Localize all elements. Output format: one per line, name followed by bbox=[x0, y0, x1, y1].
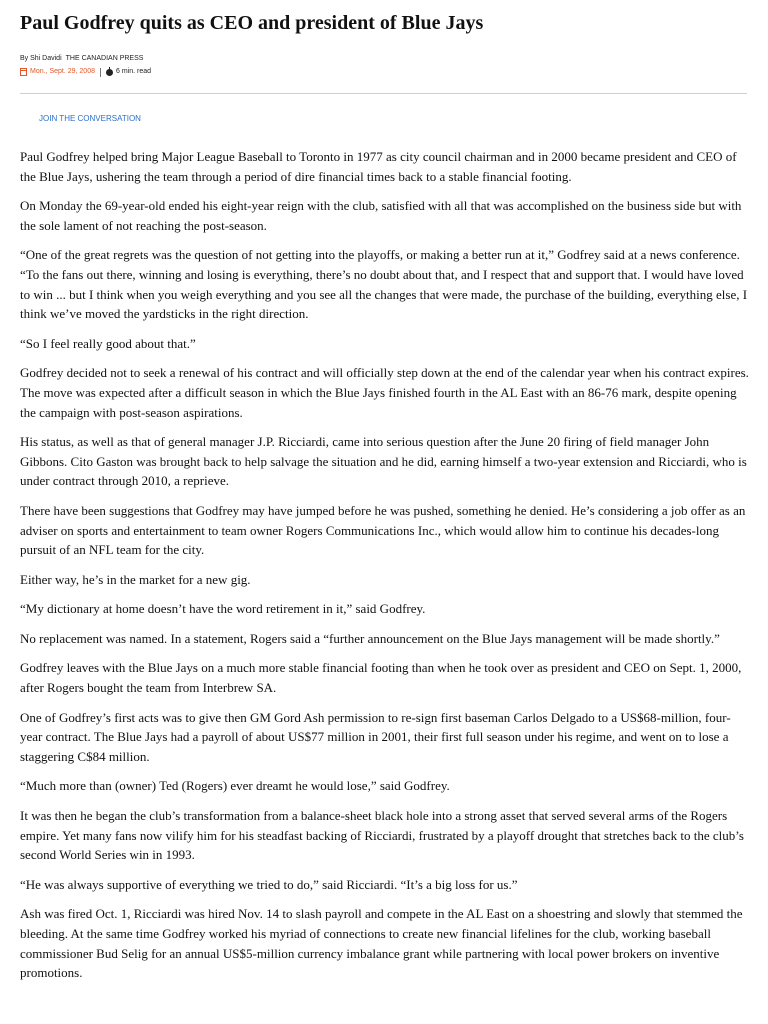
read-time: 6 min. read bbox=[116, 68, 152, 75]
header-divider bbox=[20, 93, 747, 94]
article-meta bbox=[20, 66, 151, 78]
join-conversation-link[interactable]: JOIN THE CONVERSATION bbox=[39, 114, 141, 123]
publish-date: Mon., Sept. 29, 2008 bbox=[30, 68, 95, 75]
article-body bbox=[20, 147, 750, 993]
author-name[interactable]: By Shi Davidi bbox=[20, 55, 62, 62]
article-paragraph: “Much more than (owner) Ted (Rogers) ever dreamt he would lose,” said Godfrey. bbox=[20, 778, 450, 794]
byline bbox=[20, 54, 143, 64]
article-paragraph: Either way, he’s in the market for a new gig. bbox=[20, 571, 251, 587]
calendar-icon bbox=[20, 68, 27, 76]
article-paragraph: One of Godfrey’s first acts was to give then GM Gord Ash permission to re-sign first baseman Carlos Delgado to a US$68-million, four-year contract. The Blue Jays had a payroll of about US$77 million in 2001, their first full season under his regime, and went on to lose a staggering C$84 million. bbox=[20, 709, 731, 764]
article-paragraph: Paul Godfrey helped bring Major League Baseball to Toronto in 1977 as city council chairman and in 2000 became president and CEO of the Blue Jays, ushering the team through a period of dire financial times back to a stable financial footing. bbox=[20, 149, 737, 184]
article-paragraph: Godfrey leaves with the Blue Jays on a much more stable financial footing than when he took over as president and CEO on Sept. 1, 2000, after Rogers bought the team from Interbrew SA. bbox=[20, 660, 742, 696]
article-paragraph: Ash was fired Oct. 1, Ricciardi was hired Nov. 14 to slash payroll and compete in the AL East on a shoestring and slowly that stemmed the bleeding. At the same time Godfrey worked his myriad of connections to create new financial lifelines for the club, working baseball commissioner Bud Selig for an annual US$5-million currency imbalance grant while partnering with local power brokers on inventive promotions. bbox=[20, 906, 743, 981]
article-paragraph: “One of the great regrets was the question of not getting into the playoffs, or making a better run at it,” Godfrey said at a news conference. “To the fans out there, winning and losing is everything, there’s no doubt about that, and I respect that and support that. I would have loved to win ... but I think when you weigh everything and you see all the changes that were made, the purchase of the building, everything else, I think we’ve moved the yardsticks in the right direction. bbox=[20, 247, 748, 322]
article-paragraph: There have been suggestions that Godfrey may have jumped before he was pushed, something he denied. He’s considering a job offer as an adviser on sports and entertainment to team owner Rogers Communications Inc., which would allow him to continue his decades-long pursuit of an NFL team for the city. bbox=[20, 502, 746, 558]
headline: Paul Godfrey quits as CEO and president of Blue Jays bbox=[20, 12, 484, 34]
meta-divider bbox=[100, 68, 101, 77]
article-paragraph: “He was always supportive of everything we tried to do,” said Ricciardi. “It’s a big loss for us.” bbox=[20, 876, 518, 892]
stopwatch-icon bbox=[106, 69, 113, 76]
article-paragraph: On Monday the 69-year-old ended his eight-year reign with the club, satisfied with all that was accomplished on the business side but with the sole lament of not reaching the post-season. bbox=[20, 198, 742, 233]
article-paragraph: “My dictionary at home doesn’t have the word retirement in it,” said Godfrey. bbox=[20, 601, 426, 617]
article-paragraph: “So I feel really good about that.” bbox=[20, 335, 196, 351]
article-paragraph: It was then he began the club’s transformation from a balance-sheet black hole into a strong asset that served several arms of the Rogers empire. Yet many fans now vilify him for his steadfast backing of Ricciardi, frustrated by a playoff drought that stretches back to the club’s second World Series win in 1993. bbox=[20, 808, 744, 863]
source-name: THE CANADIAN PRESS bbox=[65, 55, 144, 62]
article-paragraph: No replacement was named. In a statement, Rogers said a “further announcement on the Blue Jays management will be made shortly.” bbox=[20, 630, 720, 646]
article-paragraph: His status, as well as that of general manager J.P. Ricciardi, came into serious question after the June 20 firing of field manager John Gibbons. Cito Gaston was brought back to help salvage the situation and he did, earning himself a two-year extension and Ricciardi, who is under contract through 2010, a reprieve. bbox=[20, 434, 747, 489]
article-paragraph: Godfrey decided not to seek a renewal of his contract and will officially step down at the end of the calendar year when his contract expires. The move was expected after a difficult season in which the Blue Jays finished fourth in the AL East with an 86-76 mark, despite opening the campaign with post-season aspirations. bbox=[20, 365, 749, 420]
